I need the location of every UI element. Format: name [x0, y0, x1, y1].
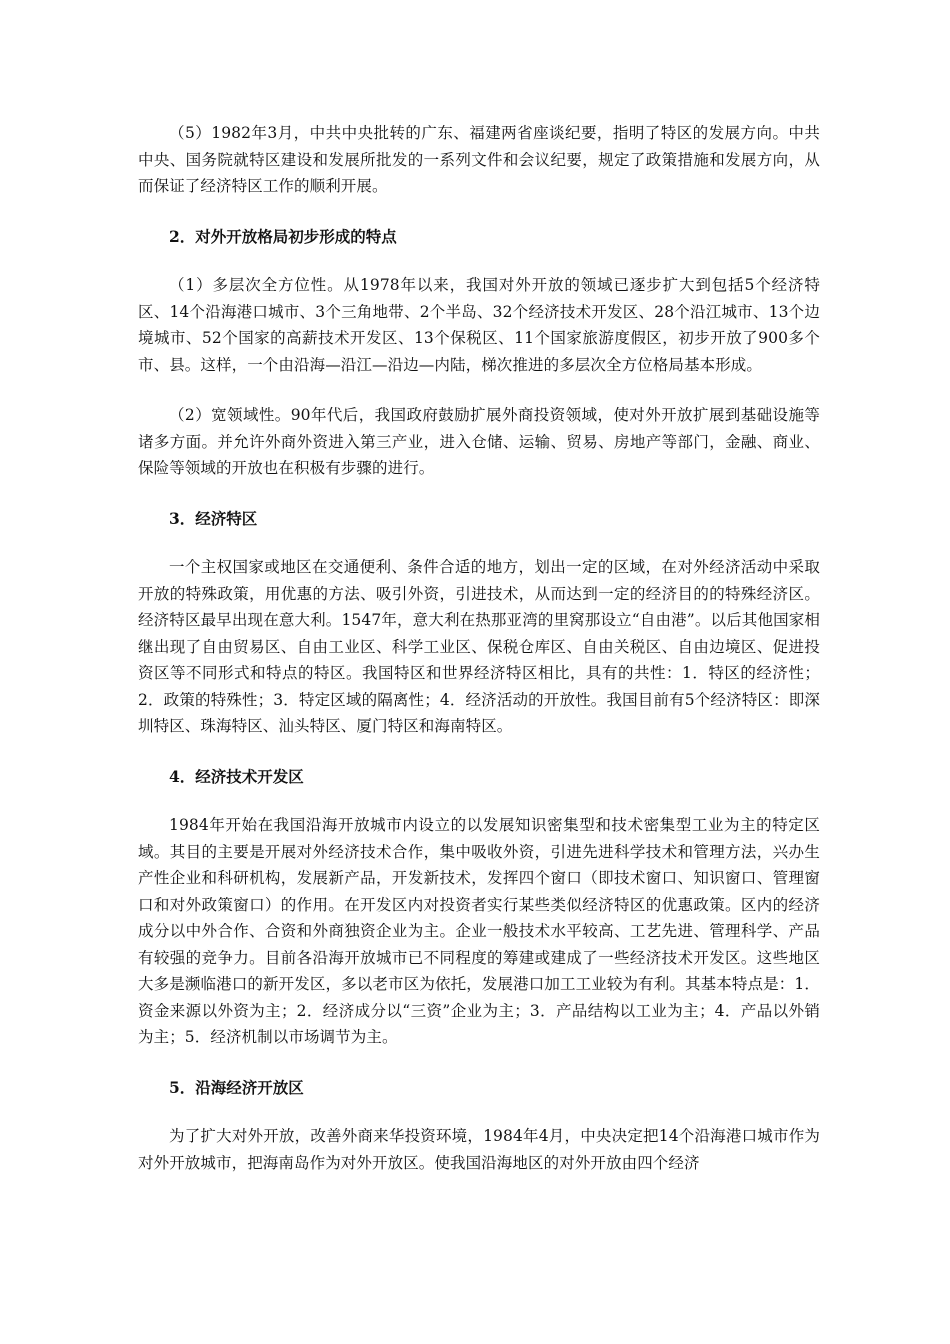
heading-section-5: 5．沿海经济开放区: [169, 1077, 304, 1097]
paragraph-coastal-open: 为了扩大对外开放，改善外商来华投资环境，1984年4月，中央决定把14个沿海港口城市作为对外开放城市，把海南岛作为对外开放区。使我国沿海地区的对外开放由四个经济: [138, 1127, 820, 1172]
paragraph-dev-zones: 1984年开始在我国沿海开放城市内设立的以发展知识密集型和技术密集型工业为主的特定区域。其目的主要是开展对外经济技术合作，集中吸收外资，引进先进科学技术和管理方法，兴办生产性企业和科研机构，发展新产品，开发新技术，发挥四个窗口（即技术窗口、知识窗口、管理窗口和对外政策窗口）的作用。在开发区内对投资者实行某些类似经济特区的优惠政策。区内的经济成分以中外合作、合资和外商独资企业为主。企业一般技术水平较高、工艺先进、管理科学、产品有较强的竞争力。目前各沿海开放城市已不同程度的筹建或建成了一些经济技术开发区。这些地区大多是濒临港口的新开发区，多以老市区为依托，发展港口加工工业较为有利。其基本特点是：1．资金来源以外资为主；2．经济成分以“三资”企业为主；3．产品结构以工业为主；4．产品以外销为主；5．经济机制以市场调节为主。: [138, 816, 820, 1046]
paragraph-special-zones: 一个主权国家或地区在交通便利、条件合适的地方，划出一定的区域，在对外经济活动中采取开放的特殊政策，用优惠的方法、吸引外资，引进技术，从而达到一定的经济目的的特殊经济区。经济特区最早出现在意大利。1547年，意大利在热那亚湾的里窝那设立“自由港”。以后其他国家相继出现了自由贸易区、自由工业区、科学工业区、保税仓库区、自由关税区、自由边境区、促进投资区等不同形式和特点的特区。我国特区和世界经济特区相比，具有的共性：1．特区的经济性；2．政策的特殊性；3．特定区域的隔离性；4．经济活动的开放性。我国目前有5个经济特区：即深圳特区、珠海特区、汕头特区、厦门特区和海南特区。: [138, 558, 820, 735]
paragraph-wide-field: （2）宽领域性。90年代后，我国政府鼓励扩展外商投资领域，使对外开放扩展到基础设施等诸多方面。并允许外商外资进入第三产业，进入仓储、运输、贸易、房地产等部门，金融、商业、保险等领域的开放也在积极有步骤的进行。: [138, 406, 820, 477]
paragraph-point-5: （5）1982年3月，中共中央批转的广东、福建两省座谈纪要，指明了特区的发展方向。中共中央、国务院就特区建设和发展所批发的一系列文件和会议纪要，规定了政策措施和发展方向，从而保证了经济特区工作的顺利开展。: [138, 124, 820, 195]
document-page: [138, 120, 820, 1176]
paragraph-multilevel: （1）多层次全方位性。从1978年以来，我国对外开放的领域已逐步扩大到包括5个经济特区、14个沿海港口城市、3个三角地带、2个半岛、32个经济技术开发区、28个沿江城市、13个边境城市、52个国家的高薪技术开发区、13个保税区、11个国家旅游度假区，初步开放了900多个市、县。这样，一个由沿海—沿江—沿边—内陆，梯次推进的多层次全方位格局基本形成。: [138, 276, 820, 374]
heading-section-3: 3．经济特区: [169, 508, 258, 528]
heading-section-2: 2．对外开放格局初步形成的特点: [169, 226, 397, 246]
heading-section-4: 4．经济技术开发区: [169, 766, 304, 786]
